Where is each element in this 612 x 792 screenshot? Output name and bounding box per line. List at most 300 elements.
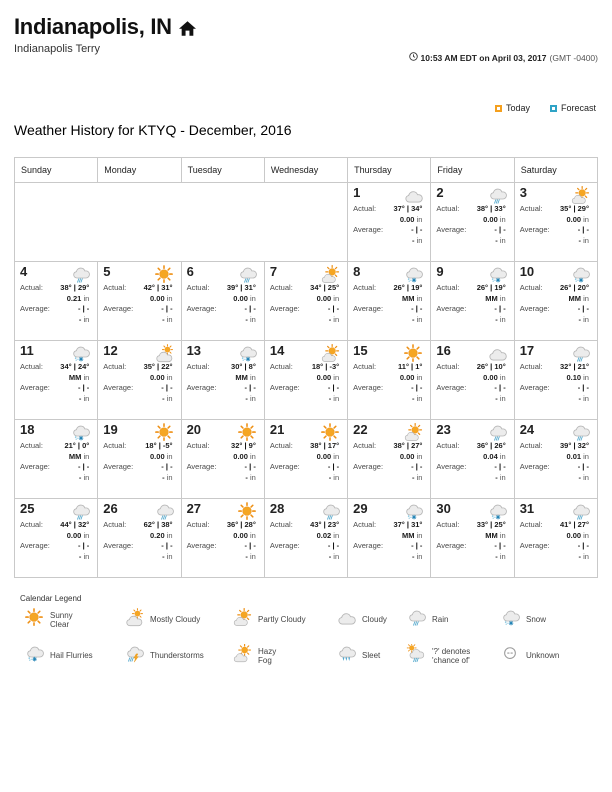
cell-value: MM in [485,293,506,303]
partly-cloudy-icon [318,265,342,284]
cell-label: Average: [186,304,217,313]
cell-value: 0.00 in [233,451,256,461]
cell-value: 38° | 27° [393,441,423,450]
legend-item-label: Sunny Clear [50,610,73,629]
cell-label: Average: [436,541,467,550]
cell-value: 0.00 in [316,293,340,303]
sunny-icon [401,344,425,363]
cell-value: - in [578,314,589,324]
cell-value: 38° | 29° [60,283,90,292]
cell-value: - in [162,393,173,403]
day-number: 2 [436,185,444,200]
cell-value: 0.00 in [399,372,423,382]
cell-value: 0.02 in [316,530,340,540]
sunny-icon [235,502,259,521]
cell-value: - | - [577,383,589,392]
cell-value: - | - [577,225,589,234]
cell-label: Average: [269,383,300,392]
cell-value: - | - [411,304,423,313]
cell-label: Actual: [103,362,127,371]
day-number: 1 [353,185,361,200]
snow-icon [68,423,92,442]
legend-item-snow [498,608,586,632]
day-number: 16 [436,343,451,358]
cell-label: Actual: [186,520,210,529]
page-title: Weather History for KTYQ - December, 2016 [14,122,292,138]
cell-value: - in [578,393,589,403]
day-number: 15 [353,343,368,358]
calendar-day-22[interactable] [348,420,431,499]
timestamp [409,52,598,63]
day-number: 29 [353,501,368,516]
cell-value: MM in [401,530,423,540]
snow-icon [401,502,425,521]
cell-label: Actual: [436,520,460,529]
day-number: 4 [20,264,28,279]
cell-value: 37° | 34° [393,204,423,213]
cell-label: Actual: [186,283,210,292]
cell-label: Actual: [103,283,127,292]
cell-value: 38° | 17° [310,441,340,450]
day-number: 21 [269,422,285,437]
calendar-day-15[interactable] [348,341,431,420]
calendar-day-20[interactable] [182,420,265,499]
cell-value: - | - [577,541,589,550]
day-number: 14 [269,343,285,358]
cell-label: Average: [186,462,217,471]
cell-label: Actual: [353,441,377,450]
cell-value: - in [245,551,256,561]
cell-value: 26° | 20° [560,283,589,292]
day-number: 19 [103,422,118,437]
cell-label: Average: [269,541,300,550]
cell-value: MM in [485,530,506,540]
cell-label: Actual: [353,204,377,213]
cell-value: - in [162,472,173,482]
mostly-cloudy-icon [122,608,146,632]
legend-item-label: Rain [432,615,449,625]
legend-item-label: Sleet [362,651,381,661]
calendar-day-10[interactable] [515,262,598,341]
calendar-day-28[interactable] [265,499,348,578]
cell-value: - | - [244,541,256,550]
cell-label: Actual: [519,520,543,529]
legend-item-label: Cloudy [362,615,387,625]
cell-value: - in [578,551,589,561]
cell-label: Average: [519,541,550,550]
cell-value: - | - [494,541,506,550]
cell-value: - | - [161,541,173,550]
cell-value: 43° | 23° [310,520,340,529]
cell-label: Average: [20,383,50,392]
cell-label: Actual: [519,283,543,292]
cell-label: Actual: [269,441,293,450]
day-number: 27 [186,501,202,516]
cell-label: Actual: [20,362,43,371]
cell-value: - in [411,472,423,482]
cloudy-icon [334,608,358,632]
cell-value: 0.00 in [316,372,340,382]
cell-value: - in [245,314,256,324]
cell-label: Actual: [353,283,377,292]
cell-label: Actual: [436,283,460,292]
day-number: 28 [269,501,285,516]
rain-icon [485,186,509,205]
today-label: Today [505,103,530,113]
legend-today [495,103,530,113]
calendar-day-16[interactable] [431,341,514,420]
calendar-day-26[interactable] [98,499,181,578]
cell-value: MM in [568,293,589,303]
day-number: 26 [103,501,118,516]
cell-label: Average: [436,225,467,234]
cell-value: - | - [244,304,256,313]
cell-value: 26° | 19° [476,283,506,292]
calendar-day-23[interactable] [431,420,514,499]
timestamp-timezone: (GMT -0400) [549,52,598,63]
cell-value: 0.00 in [150,372,173,382]
cell-value: 0.00 in [66,530,90,540]
legend-item-label: Thunderstorms [150,651,204,661]
cell-value: 0.00 in [566,214,589,224]
cell-label: Average: [269,462,300,471]
calendar-day-3[interactable] [515,183,598,262]
cell-value: 0.20 in [150,530,173,540]
cell-value: - in [411,551,423,561]
weekday-header-thursday: Thursday [348,158,431,183]
cell-value: 21° | 0° [64,441,90,450]
calendar-day-9[interactable] [431,262,514,341]
cell-value: - in [78,551,90,561]
cell-label: Actual: [519,362,543,371]
calendar-day-4[interactable] [15,262,98,341]
partly-cloudy-icon [318,344,342,363]
cell-value: - in [328,551,340,561]
cell-label: Average: [436,383,467,392]
calendar-day-29[interactable] [348,499,431,578]
cell-value: - | - [494,462,506,471]
cell-value: - | - [494,225,506,234]
day-number: 18 [20,422,35,437]
cell-value: - in [495,472,506,482]
day-number: 11 [20,343,34,358]
cell-value: 32° | 9° [231,441,256,450]
cell-label: Actual: [436,441,460,450]
cell-value: - | - [411,462,423,471]
cell-value: 36° | 26° [476,441,506,450]
cell-value: - | - [494,383,506,392]
rain-icon [485,423,509,442]
legend-item-label: Hazy Fog [258,646,277,665]
cell-value: - | - [77,541,90,550]
sunny-icon [152,265,176,284]
cell-value: MM in [68,372,90,382]
sunny-icon [318,423,342,442]
day-number: 30 [436,501,451,516]
weekday-header-friday: Friday [431,158,514,183]
cell-value: MM in [68,451,90,461]
calendar-day-19[interactable] [98,420,181,499]
today-forecast-legend [495,103,596,113]
cell-label: Average: [103,304,134,313]
rain-icon [318,502,342,521]
cell-label: Actual: [20,283,43,292]
cell-value: 30° | 8° [231,362,256,371]
day-number: 20 [186,422,202,437]
weekday-header-sunday: Sunday [15,158,98,183]
legend-item-partly-cloudy [230,608,334,632]
day-number: 22 [353,422,368,437]
cell-value: 41° | 27° [560,520,589,529]
legend-item-cloudy [334,608,404,632]
snow-icon [235,344,259,363]
legend-item-mostly-cloudy [122,608,230,632]
rain-icon [568,344,592,363]
cell-value: - in [495,314,506,324]
cell-value: 0.00 in [150,293,173,303]
cell-value: MM in [235,372,256,382]
cell-label: Actual: [20,520,43,529]
cell-value: - in [411,393,423,403]
cell-value: - | - [411,225,423,234]
cell-label: Average: [353,225,384,234]
legend-item-label: Snow [526,615,547,625]
cell-value: 0.10 in [566,372,589,382]
clock-icon [409,52,418,63]
cell-value: - in [328,472,340,482]
cell-label: Actual: [186,441,210,450]
day-number: 24 [519,422,535,437]
cell-value: - | - [494,304,506,313]
calendar-day-7[interactable] [265,262,348,341]
calendar-day-18[interactable] [15,420,98,499]
calendar-day-30[interactable] [431,499,514,578]
cell-label: Average: [436,462,467,471]
cell-label: Average: [436,304,467,313]
cell-label: Average: [353,462,384,471]
day-number: 13 [186,343,202,358]
cell-value: 26° | 10° [476,362,506,371]
calendar-day-13[interactable] [182,341,265,420]
calendar-legend-title: Calendar Legend [20,594,82,603]
cell-label: Actual: [353,362,377,371]
legend-item-label: Unknown [526,651,560,661]
sunny-icon [235,423,259,442]
cell-value: - in [411,235,423,245]
cell-value: - in [78,314,90,324]
legend-forecast [550,103,596,113]
legend-item-sleet [334,644,404,668]
day-number: 23 [436,422,451,437]
rain-icon [568,502,592,521]
calendar-day-12[interactable] [98,341,181,420]
cell-value: 0.00 in [233,293,256,303]
day-number: 5 [103,264,111,279]
cell-value: - in [78,393,90,403]
cell-value: - | - [577,304,589,313]
cell-value: - in [578,472,589,482]
empty-leading-cell [15,183,348,262]
cell-value: - in [245,472,256,482]
legend-item-hail [22,644,122,668]
cell-value: - in [411,314,423,324]
rain-icon [152,502,176,521]
cell-value: 18° | -3° [311,362,340,371]
cell-label: Average: [353,541,384,550]
cell-value: - in [78,472,90,482]
cell-value: 37° | 31° [393,520,423,529]
snow-icon [485,502,509,521]
cell-value: 0.00 in [233,530,256,540]
cell-value: 0.00 in [399,451,423,461]
day-number: 12 [103,343,118,358]
cell-value: 0.00 in [566,530,589,540]
rain-icon [68,502,92,521]
cell-label: Average: [519,462,550,471]
rain-icon [404,608,428,632]
cell-value: 0.00 in [316,451,340,461]
weekday-header-tuesday: Tuesday [182,158,265,183]
cell-value: 34° | 25° [310,283,340,292]
today-swatch [495,105,502,112]
weekday-header-wednesday: Wednesday [265,158,348,183]
calendar-day-6[interactable] [182,262,265,341]
forecast-swatch [550,105,557,112]
cell-value: 36° | 28° [226,520,256,529]
cell-label: Average: [20,541,50,550]
legend-item-thunderstorms [122,644,230,668]
cell-value: 0.00 in [483,214,506,224]
cell-value: - in [495,393,506,403]
cell-label: Actual: [186,362,210,371]
calendar-day-17[interactable] [515,341,598,420]
cell-value: - | - [161,304,173,313]
rain-icon [235,265,259,284]
calendar-day-27[interactable] [182,499,265,578]
calendar-day-11[interactable] [15,341,98,420]
calendar-day-31[interactable] [515,499,598,578]
station-name: Indianapolis Terry [14,43,101,55]
cell-label: Actual: [436,362,460,371]
calendar-legend [22,608,586,668]
cell-label: Average: [269,304,300,313]
legend-item-unknown [498,644,586,668]
cell-value: 44° | 32° [60,520,90,529]
cell-label: Average: [186,383,217,392]
day-number: 9 [436,264,444,279]
weekday-header-monday: Monday [98,158,181,183]
cell-value: 0.00 in [150,451,173,461]
cell-value: 0.00 in [399,214,423,224]
partly-cloudy-icon [401,423,425,442]
cell-value: - in [162,314,173,324]
day-number: 6 [186,264,194,279]
day-number: 25 [20,501,35,516]
cell-value: - in [495,551,506,561]
cell-value: - | - [77,462,90,471]
rain-icon [568,423,592,442]
cell-label: Actual: [269,520,293,529]
cell-value: 11° | 1° [398,362,423,371]
cell-value: MM in [401,293,423,303]
cell-label: Average: [519,225,550,234]
cell-label: Actual: [20,441,43,450]
cell-label: Average: [103,541,134,550]
calendar-day-21[interactable] [265,420,348,499]
chance-icon [404,644,428,668]
cell-value: - | - [77,304,90,313]
cell-label: Actual: [103,441,127,450]
cell-value: 62° | 38° [143,520,173,529]
calendar-day-14[interactable] [265,341,348,420]
calendar-day-2[interactable] [431,183,514,262]
thunderstorms-icon [122,644,146,668]
cell-value: - in [495,235,506,245]
cell-value: - in [578,235,589,245]
hazy-icon [230,644,254,668]
legend-item-chance [404,644,498,668]
cell-label: Actual: [436,204,460,213]
calendar-day-1[interactable] [348,183,431,262]
weekday-header-saturday: Saturday [515,158,598,183]
cell-value: 39° | 31° [226,283,256,292]
sunny-icon [22,608,46,632]
cell-label: Actual: [269,362,293,371]
calendar-day-5[interactable] [98,262,181,341]
snow-icon [68,344,92,363]
cell-value: 32° | 21° [560,362,589,371]
cell-value: 0.00 in [483,372,506,382]
cell-label: Average: [20,462,50,471]
unknown-icon [498,644,522,668]
cell-value: 35° | 22° [143,362,173,371]
cell-label: Actual: [353,520,377,529]
cell-value: - | - [327,304,340,313]
calendar-day-24[interactable] [515,420,598,499]
day-number: 8 [353,264,361,279]
home-icon[interactable] [179,21,196,36]
snow-icon [568,265,592,284]
day-number: 3 [519,185,527,200]
cell-value: - | - [77,383,90,392]
partly-cloudy-icon [230,608,254,632]
cell-value: 33° | 25° [476,520,506,529]
cell-value: 0.04 in [483,451,506,461]
snow-icon [401,265,425,284]
cell-label: Average: [103,383,134,392]
cloudy-icon [485,344,509,363]
legend-item-label: Hail Flurries [50,651,93,661]
cell-label: Average: [20,304,50,313]
legend-item-label: '?' denotes 'chance of' [432,646,471,665]
cell-value: 39° | 32° [560,441,589,450]
cell-value: - | - [327,541,340,550]
legend-item-hazy [230,644,334,668]
calendar-day-25[interactable] [15,499,98,578]
cell-value: 35° | 29° [560,204,589,213]
cell-value: - in [328,393,340,403]
cell-value: - | - [244,462,256,471]
cell-value: - | - [244,383,256,392]
cell-value: - | - [327,462,340,471]
calendar-day-8[interactable] [348,262,431,341]
page-header [14,14,196,55]
cell-label: Average: [186,541,217,550]
day-number: 31 [519,501,535,516]
cell-label: Actual: [519,441,543,450]
cloudy-icon [401,186,425,205]
cell-value: - | - [161,383,173,392]
